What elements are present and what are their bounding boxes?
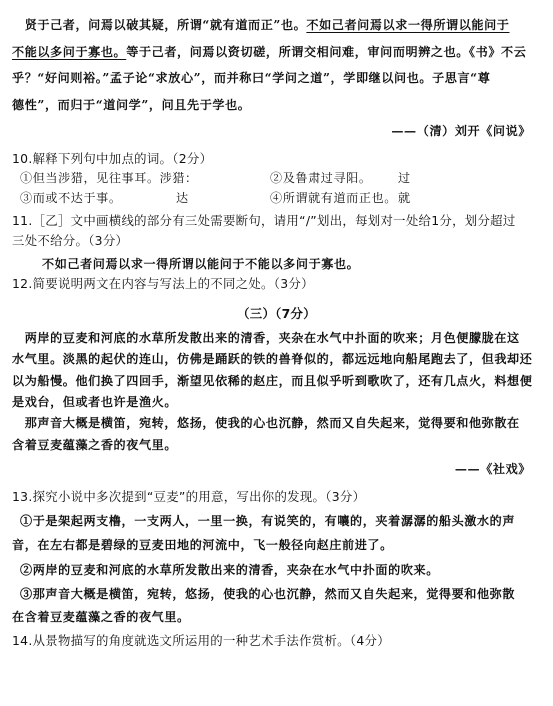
q10-item-4-word: 就 (398, 191, 411, 205)
passage-line: 水气里。淡黑的起伏的连山，仿佛是踊跃的铁的兽脊似的，都远远地向船尾跑去了，但我却还 (12, 352, 533, 366)
q13-item-2: ②两岸的豆麦和河底的水草所发散出来的清香，夹杂在水气中扑面的吹来。 (20, 563, 439, 577)
underlined-passage-text: 不如己者问焉以求一得所谓以能问于 (306, 18, 510, 32)
q10-item-2: ②及鲁肃过寻阳。 (270, 171, 372, 185)
question-11-title-cont: 三处不给分。（3分） (12, 233, 129, 248)
passage-line (12, 44, 526, 60)
q10-item-1: ①但当涉猎，见往事耳。涉猎： (20, 171, 198, 185)
q13-item-1: ①于是架起两支橹，一支两人，一里一换，有说笑的，有嚷的，夹着潺潺的船头激水的声 (20, 514, 516, 528)
passage-source: ——（清）刘开《问说》 (391, 124, 531, 138)
q13-item-3: ③那声音大概是横笛，宛转，悠扬，使我的心也沉静，然而又自失起来，觉得要和他弥散 (20, 587, 516, 601)
q13-item-3-cont: 在含着豆麦蕴藻之香的夜气里。 (12, 610, 190, 624)
passage-line: 那声音大概是横笛，宛转，悠扬，使我的心也沉静，然而又自失起来，觉得要和他弥散在 (12, 416, 520, 430)
underlined-passage-text: 不能以多问于寡也。 (12, 45, 127, 59)
q10-item-4: ④所谓就有道而正也。 (270, 191, 397, 205)
passage-line (12, 17, 510, 33)
passage-line: 含着豆麦蕴藻之香的夜气里。 (12, 438, 178, 452)
passage-line: 德性”，而归于“道问学”，问且先于学也。 (12, 98, 251, 112)
passage-text: 等于己者，问焉以资切磋，所谓交相问难，审问而明辨之也。《书》不云 (126, 45, 527, 59)
passage-line: 是戏台，但或者也许是渔火。 (12, 395, 178, 409)
question-13-title: 13.探究小说中多次提到“豆麦”的用意，写出你的发现。（3分） (12, 489, 366, 504)
question-12-title: 12.简要说明两文在内容与写法上的不同之处。（3分） (12, 276, 314, 291)
question-11-title: 11.［乙］文中画横线的部分有三处需要断句，请用“/”划出，每划对一处给1分，划分超过 (12, 213, 516, 228)
question-14-title: 14.从景物描写的角度就选文所运用的一种艺术手法作赏析。（4分） (12, 633, 390, 648)
passage-line: 以为船慢。他们换了四回手，渐望见依稀的赵庄，而且似乎听到歌吹了，还有几点火，料想便 (12, 374, 533, 388)
section-3-title: （三）（7分） (237, 306, 316, 321)
q10-item-3: ③而或不达于事。 (20, 191, 122, 205)
passage-source: ——《社戏》 (454, 462, 531, 476)
q11-sentence: 不如己者问焉以求一得所谓以能问于不能以多问于寡也。 (42, 257, 360, 271)
passage-text: 贤于己者，问焉以破其疑，所谓“就有道而正”也。 (12, 18, 307, 32)
q10-item-3-word: 达 (176, 191, 189, 205)
q13-item-1-cont: 音，在左右都是碧绿的豆麦田地的河流中，飞一般径向赵庄前进了。 (12, 538, 393, 552)
question-10-title: 10.解释下列句中加点的词。（2分） (12, 151, 213, 166)
passage-line: 乎？“好问则裕。”孟子论“求放心”，而并称曰“学问之道”，学即继以问也。子思言“尊 (12, 71, 491, 85)
passage-line: 两岸的豆麦和河底的水草所发散出来的清香，夹杂在水气中扑面的吹来；月色便朦胧在这 (12, 331, 520, 345)
q10-item-2-word: 过 (398, 171, 411, 185)
